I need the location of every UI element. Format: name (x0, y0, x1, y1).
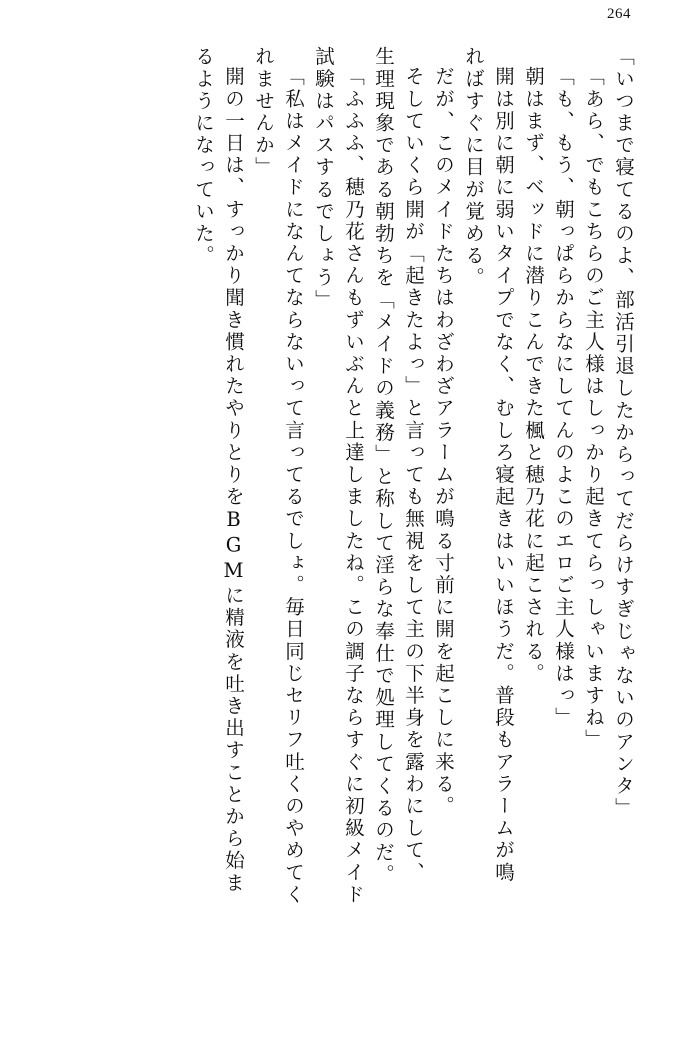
text-column: 「私はメイドになんてならないって言ってるでしょ。毎日同じセリフ吐くのやめてく (282, 66, 305, 906)
text-column: だが、このメイドたちはわざわざアラームが鳴る寸前に開を起こしに来る。 (432, 66, 455, 818)
page-number: 264 (607, 6, 631, 22)
text-column: 生理現象である朝勃ちを「メイドの義務」と称して淫らな奉仕で処理してくるのだ。 (372, 46, 395, 886)
text-column: れませんか」 (252, 46, 275, 179)
text-column: 「も、もう、朝っぱらからなにしてんのよこのエロご主人様はっ」 (552, 66, 575, 729)
text-column: 「ふふふ、穂乃花さんもずいぶんと上達しましたね。この調子ならすぐに初級メイド (342, 66, 365, 906)
vertical-text-body (66, 46, 633, 990)
text-column: 「いつまで寝てるのよ、部活引退したからってだらけすぎじゃないのアンタ」 (612, 46, 635, 820)
text-column: 朝はまず、ベッドに潜りこんできた楓と穂乃花に起こされる。 (522, 66, 545, 685)
text-column: 「あら、でもこちらのご主人様はしっかり起きてらっしゃいますね」 (582, 66, 605, 752)
text-column: ればすぐに目が覚める。 (462, 46, 485, 290)
text-column: るようになっていた。 (192, 46, 215, 267)
text-column: 開の一日は、すっかり聞き慣れたやりとりをBGMに精液を吐き出すことから始ま (222, 66, 245, 895)
text-column: 試験はパスするでしょう」 (312, 46, 335, 312)
text-column: 開は別に朝に弱いタイプでなく、むしろ寝起きはいいほうだ。普段もアラームが鳴 (492, 66, 515, 884)
text-column: そしていくら開が「起きたよっ」と言っても無視をして主の下半身を露わにして、 (402, 66, 425, 884)
